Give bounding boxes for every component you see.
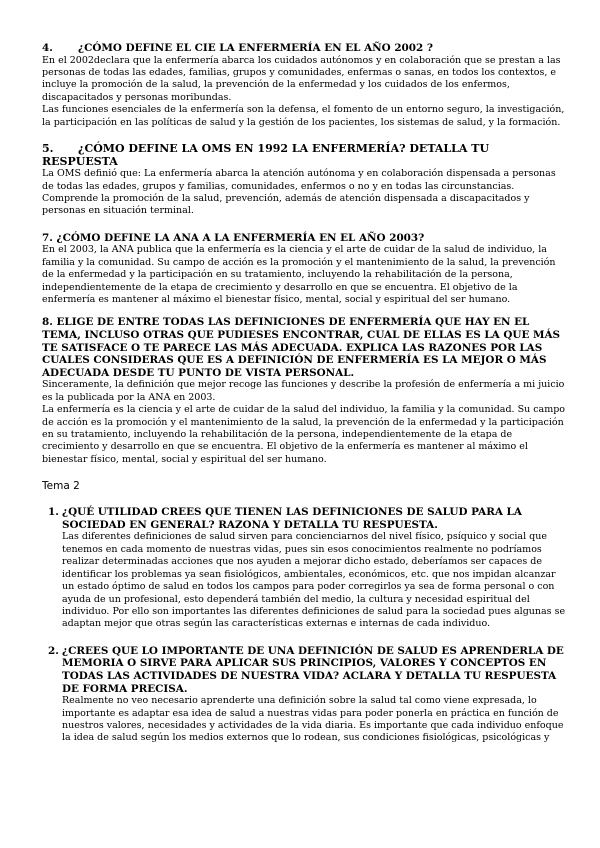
section-4 [42,42,566,129]
item-body: Realmente no veo necesario aprenderte una definición sobre la salud tal como viene expresada, lo importante es adaptar esa idea de salud a nuestras vidas para poder ponerla en práctica en función de nuestros valores, necesidades y actividades de la vida diaria. Es importante que cada individuo enfoque la idea de salud según los medios externos que lo rodean, sus condiciones fisiológicas, psicológicas y [62,695,564,744]
section-title: ¿CÓMO DEFINE LA OMS EN 1992 LA ENFERMERÍA? DETALLA TU RESPUESTA [42,142,490,168]
tema-item-1 [42,506,566,630]
tema-label: Tema 2 [42,480,80,493]
section-number: 4. [42,42,53,54]
paragraph: Sinceramente, la definición que mejor recoge las funciones y describe la profesión de enfermería a mi juicio es la publicada por la ANA en 2003. [42,379,565,403]
item-number: 1. [48,506,59,519]
item-title: ¿QUÉ UTILIDAD CREES QUE TIENEN LAS DEFINICIONES DE SALUD PARA LA SOCIEDAD EN GENERAL? RAZONA Y DETALLA TU RESPUESTA. [62,506,522,531]
section-5 [42,143,566,218]
section-title: ¿CÓMO DEFINE LA ANA A LA ENFERMERÍA EN EL AÑO 2003? [56,231,425,244]
section-number: 7. [42,231,53,244]
item-title: ¿CREES QUE LO IMPORTANTE DE UNA DEFINICIÓN DE SALUD ES APRENDERLA DE MEMORIA O SIRVE PARA APLICAR SUS PRINCIPIOS, VALORES Y CONCEPTOS EN TODAS LAS ACTIVIDADES DE NUESTRA VIDA? ACLARA Y DETALLA TU RESPUESTA DE FORMA PRECISA. [62,644,564,695]
section-title: ELIGE DE ENTRE TODAS LAS DEFINICIONES DE ENFERMERÍA QUE HAY EN EL TEMA, INCLUSO OTRAS QUE PUDIESES ENCONTRAR, CUAL DE ELLAS ES LA QUE MÁS TE SATISFACE O TE PARECE LAS MÁS ADECUADA. EXPLICA LAS RAZONES POR LAS CUALES CONSIDERAS QUE ES A DEFINICIÓN DE ENFERMERÍA ES LA MEJOR O MÁS ADECUADA DESDE TU PUNTO DE VISTA PERSONAL. [42,316,561,379]
section-heading [42,232,566,245]
document-page [42,42,566,745]
paragraph: Las funciones esenciales de la enfermería son la defensa, el fomento de un entorno seguro, la investigación, la participación en las políticas de salud y la gestión de los pacientes, los sistemas de salud, y la formación. [42,104,565,128]
paragraph: La enfermería es la ciencia y el arte de cuidar de la salud del individuo, la familia y la comunidad. Su campo de acción es la promoción y el mantenimiento de la salud, la prevención de la enfermedad y la participación en su tratamiento, incluyendo la rehabilitación de la persona, independientemente de la etapa de crecimiento y desarrollo en que se encuentra. El objetivo de la enfermería es mantener al máximo el bienestar físico, mental, social y espiritual del ser humano. [42,404,566,465]
section-heading [42,143,566,168]
section-8 [42,316,566,466]
paragraph: En el 2003, la ANA publica que la enfermería es la ciencia y el arte de cuidar de la salud de individuo, la familia y la comunidad. Su campo de acción es la promoción y el mantenimiento de la salud, la prevención de la enfermedad y la participación en su tratamiento, incluyendo la rehabilitación de la persona, independientemente de la etapa de crecimiento y desarrollo en que se encuentra. El objetivo de la enfermería es mantener al máximo el bienestar físico, mental, social y espiritual del ser humano. [42,244,556,306]
section-title: ¿CÓMO DEFINE EL CIE LA ENFERMERÍA EN EL AÑO 2002 ? [78,42,433,54]
section-heading [42,316,566,379]
paragraph: Comprende la promoción de la salud, prevención, además de atención dispensada a discapacitados y personas en situación terminal. [42,193,530,217]
item-number: 2. [48,644,59,657]
paragraph: En el 2002declara que la enfermería abarca los cuidados autónomos y en colaboración que se prestan a las personas de todas las edades, familias, grupos y comunidades, enfermas o sanas, en todos los contextos, e incluye la promoción de la salud, la prevención de la enfermedad y los cuidados de los enfermos, discapacitados y personas moribundas. [42,54,561,103]
tema-item-2 [42,645,566,745]
paragraph: La OMS definió que: La enfermería abarca la atención autónoma y en colaboración dispensada a personas de todas las edades, grupos y familias, comunidades, enfermos o no y en todas las circunstancias. [42,168,556,192]
section-number: 5. [42,142,54,156]
item-body: Las diferentes definiciones de salud sirven para concienciarnos del nivel físico, psíquico y social que tenemos en cada momento de nuestras vidas, pues sin esos conocimientos realmente no podríamos realizar determinadas acciones que nos ayuden a mejorar dicho estado, deberíamos ser capaces de identificar los problemas ya sean fisiológicos, ambientales, económicos, etc. que nos impidan alcanzar un estado óptimo de salud en todos los campos para poder corregirlos ya sea de forma personal o con ayuda de un profesional, esto dependerá también del medio, la cultura y necesidad espiritual del individuo. Por ello son importantes las diferentes definiciones de salud para la sociedad pues algunas se adaptan mejor que otras según las características externas e internas de cada individuo. [62,531,566,630]
section-7 [42,232,566,307]
section-number: 8. [42,316,53,329]
section-heading [42,42,566,55]
